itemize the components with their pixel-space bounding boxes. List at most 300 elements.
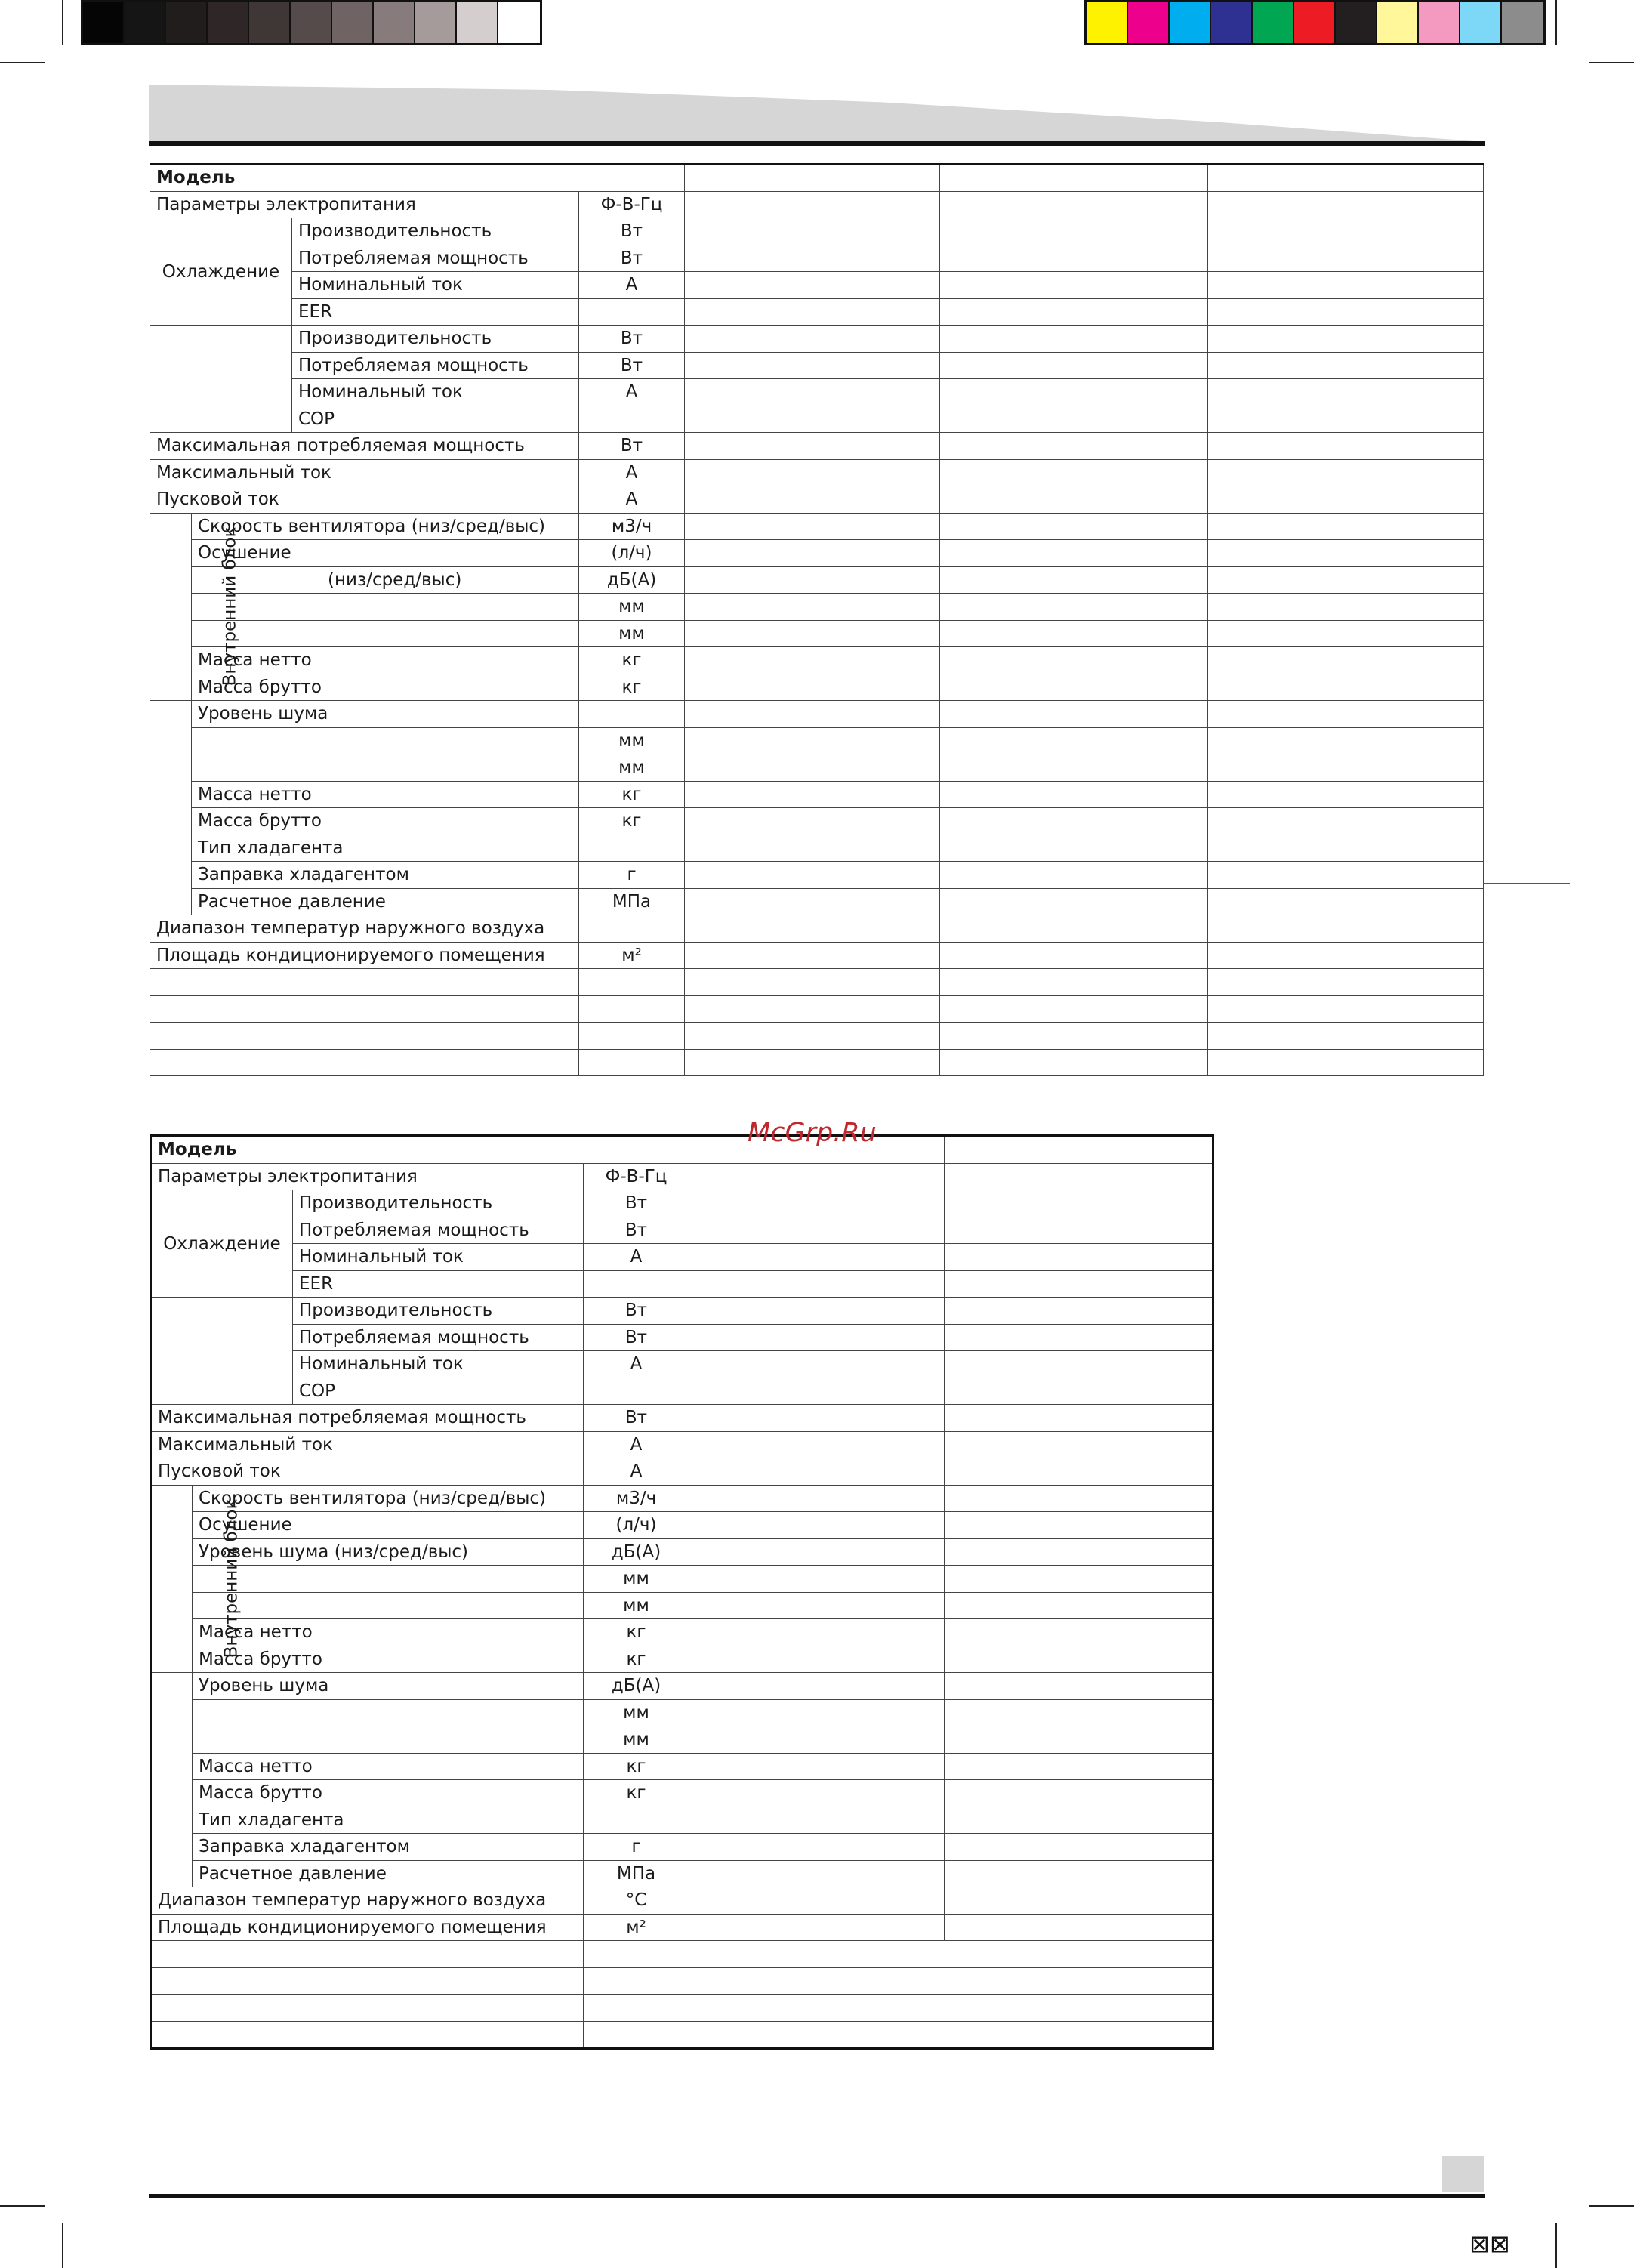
value-cell <box>685 459 940 486</box>
row-label <box>193 1726 584 1754</box>
unit-cell: м3/ч <box>584 1485 689 1512</box>
value-cell <box>689 1592 945 1619</box>
table-row <box>151 1646 1213 1673</box>
table-row <box>150 272 1484 299</box>
empty-cell <box>584 1941 689 1968</box>
row-label: Осушение <box>193 1512 584 1539</box>
color-swatch <box>1128 2 1170 43</box>
unit-cell: А <box>584 1431 689 1458</box>
value-cell <box>689 1619 945 1646</box>
value-cell <box>685 594 940 621</box>
color-swatch <box>1211 2 1253 43</box>
value-cell <box>689 1298 945 1325</box>
unit-cell: мм <box>584 1592 689 1619</box>
value-cell <box>1208 433 1484 460</box>
table-row <box>151 1458 1213 1486</box>
empty-row <box>151 1967 1213 1995</box>
value-cell <box>689 1458 945 1486</box>
unit-cell: кг <box>579 647 685 674</box>
row-label: Масса брутто <box>192 674 579 701</box>
table-row <box>150 433 1484 460</box>
value-cell <box>940 594 1208 621</box>
indoor-unit-label: Внутренний блок <box>220 526 240 687</box>
group-label-outdoor <box>151 1673 193 1887</box>
table-row <box>150 245 1484 272</box>
row-label: Производительность <box>292 326 579 353</box>
value-cell <box>945 1807 1213 1834</box>
table-row <box>150 647 1484 674</box>
value-cell <box>685 379 940 406</box>
value-cell <box>685 433 940 460</box>
value-cell <box>685 727 940 754</box>
group-label-heating <box>151 1298 293 1405</box>
value-cell <box>940 995 1208 1023</box>
row-label: Уровень шума <box>192 701 579 728</box>
row-label: Номинальный ток <box>293 1244 584 1271</box>
table-row <box>150 808 1484 835</box>
table-row <box>150 942 1484 969</box>
value-cell <box>940 701 1208 728</box>
value-cell <box>1208 647 1484 674</box>
table-row <box>150 727 1484 754</box>
table-row <box>151 1726 1213 1754</box>
value-cell <box>685 298 940 326</box>
row-label: Максимальная потребляемая мощность <box>150 433 579 460</box>
row-label: Площадь кондиционируемого помещения <box>151 1914 584 1941</box>
table-row <box>150 352 1484 379</box>
empty-row <box>151 1995 1213 2022</box>
value-cell <box>1208 218 1484 245</box>
value-cell <box>1208 620 1484 647</box>
unit-cell: Вт <box>579 352 685 379</box>
value-cell <box>689 1699 945 1726</box>
table-row <box>151 1699 1213 1726</box>
unit-cell: мм <box>584 1726 689 1754</box>
table-row <box>151 1753 1213 1780</box>
table-row <box>151 1538 1213 1566</box>
empty-row <box>151 2021 1213 2049</box>
table-row <box>150 888 1484 915</box>
table-row <box>151 1136 1213 1164</box>
table-row <box>150 620 1484 647</box>
value-cell <box>685 272 940 299</box>
row-label: Масса брутто <box>193 1646 584 1673</box>
value-cell <box>689 1646 945 1673</box>
unit-cell: А <box>579 272 685 299</box>
value-cell <box>940 620 1208 647</box>
value-cell <box>689 1860 945 1887</box>
unit-cell: (л/ч) <box>579 540 685 567</box>
value-cell <box>945 1298 1213 1325</box>
value-cell <box>1208 326 1484 353</box>
value-cell <box>1208 459 1484 486</box>
row-label <box>192 620 579 647</box>
value-cell <box>940 915 1208 943</box>
value-cell <box>945 1538 1213 1566</box>
unit-cell: °С <box>584 1887 689 1915</box>
value-cell <box>940 326 1208 353</box>
watermark: McGrp.Ru <box>748 1118 877 1148</box>
value-cell <box>1208 995 1484 1023</box>
table-row <box>150 486 1484 514</box>
table-row <box>151 1834 1213 1861</box>
value-cell <box>940 942 1208 969</box>
empty-cell <box>151 1967 584 1995</box>
value-cell <box>689 1431 945 1458</box>
row-label <box>192 594 579 621</box>
value-cell <box>685 540 940 567</box>
unit-cell: МПа <box>584 1860 689 1887</box>
unit-cell <box>584 1378 689 1405</box>
empty-cell <box>689 1967 1213 1995</box>
table-row <box>151 1914 1213 1941</box>
value-cell <box>689 1351 945 1378</box>
value-cell <box>689 1887 945 1915</box>
value-cell <box>1208 674 1484 701</box>
model-label: Модель <box>150 164 685 191</box>
value-cell <box>689 1190 945 1217</box>
empty-row <box>150 995 1484 1023</box>
value-cell <box>1208 245 1484 272</box>
group-label-indoor <box>150 513 240 701</box>
table-row <box>150 835 1484 862</box>
table-row <box>151 1217 1213 1244</box>
row-label: Потребляемая мощность <box>292 245 579 272</box>
value-cell <box>685 513 940 540</box>
table-row <box>150 298 1484 326</box>
row-label: Масса нетто <box>192 781 579 808</box>
value-cell <box>1208 352 1484 379</box>
row-label: Уровень шума (низ/сред/выс) <box>193 1538 584 1566</box>
crop-mark <box>0 2205 45 2207</box>
value-cell <box>940 674 1208 701</box>
empty-cell <box>579 969 685 996</box>
value-cell <box>1208 969 1484 996</box>
unit-cell: кг <box>584 1753 689 1780</box>
value-cell <box>685 352 940 379</box>
empty-row <box>150 969 1484 996</box>
table-row <box>150 540 1484 567</box>
unit-cell: Вт <box>584 1324 689 1351</box>
unit-cell: кг <box>579 781 685 808</box>
value-cell <box>940 486 1208 514</box>
unit-cell <box>584 1807 689 1834</box>
row-label: COP <box>292 406 579 433</box>
value-cell <box>1208 808 1484 835</box>
empty-cell <box>151 1941 584 1968</box>
value-cell <box>689 1324 945 1351</box>
table-row <box>151 1163 1213 1190</box>
value-cell <box>945 1431 1213 1458</box>
value-cell <box>1208 701 1484 728</box>
page-number: ⊠⊠ <box>1469 2229 1510 2258</box>
table-row <box>151 1298 1213 1325</box>
row-label: Заправка хладагентом <box>193 1834 584 1861</box>
unit-cell: кг <box>584 1780 689 1807</box>
grayscale-color-bar <box>81 0 542 45</box>
value-cell <box>689 1673 945 1700</box>
row-label <box>192 754 579 782</box>
header-rule <box>149 141 1485 146</box>
color-swatch <box>457 2 498 43</box>
unit-cell: кг <box>579 808 685 835</box>
value-cell <box>1208 486 1484 514</box>
color-swatch <box>249 2 291 43</box>
row-label: Максимальный ток <box>150 459 579 486</box>
value-cell <box>940 245 1208 272</box>
row-label <box>193 1566 584 1593</box>
row-label: (низ/сред/выс) <box>192 566 579 594</box>
row-label: Потребляемая мощность <box>293 1324 584 1351</box>
color-swatch <box>1377 2 1419 43</box>
value-cell <box>685 191 940 218</box>
value-cell <box>1208 888 1484 915</box>
row-label: Потребляемая мощность <box>292 352 579 379</box>
value-cell <box>940 406 1208 433</box>
value-cell <box>1208 835 1484 862</box>
value-cell <box>940 727 1208 754</box>
color-swatch <box>498 2 540 43</box>
value-cell <box>940 433 1208 460</box>
value-cell <box>1208 272 1484 299</box>
empty-cell <box>584 1967 689 1995</box>
table-row <box>150 566 1484 594</box>
row-label: Параметры электропитания <box>151 1163 584 1190</box>
header-banner <box>149 85 1485 142</box>
unit-cell <box>579 915 685 943</box>
unit-cell <box>579 298 685 326</box>
value-cell <box>945 1485 1213 1512</box>
value-cell <box>940 379 1208 406</box>
value-cell <box>685 326 940 353</box>
table-row <box>151 1405 1213 1432</box>
empty-cell <box>151 2021 584 2049</box>
value-cell <box>945 1270 1213 1298</box>
unit-cell: м² <box>579 942 685 969</box>
value-cell <box>685 888 940 915</box>
value-cell <box>945 1887 1213 1915</box>
table-row <box>151 1807 1213 1834</box>
spec-table-2 <box>150 1134 1214 2050</box>
unit-cell: мм <box>579 594 685 621</box>
unit-cell: м3/ч <box>579 513 685 540</box>
value-cell <box>940 352 1208 379</box>
value-cell <box>940 754 1208 782</box>
value-cell <box>940 969 1208 996</box>
table-row <box>150 406 1484 433</box>
value-cell <box>945 1190 1213 1217</box>
unit-cell: А <box>584 1458 689 1486</box>
row-label: Масса брутто <box>192 808 579 835</box>
unit-cell: Вт <box>579 218 685 245</box>
value-cell <box>945 1834 1213 1861</box>
unit-cell: А <box>584 1351 689 1378</box>
row-label: Максимальная потребляемая мощность <box>151 1405 584 1432</box>
row-label: Диапазон температур наружного воздуха <box>150 915 579 943</box>
value-cell <box>940 781 1208 808</box>
color-swatch <box>332 2 374 43</box>
value-cell <box>1208 298 1484 326</box>
empty-cell <box>689 1941 1213 1968</box>
value-cell <box>940 835 1208 862</box>
spec-table-1 <box>150 163 1484 1076</box>
value-cell <box>685 942 940 969</box>
row-label: Скорость вентилятора (низ/сред/выс) <box>193 1485 584 1512</box>
value-cell <box>685 1049 940 1076</box>
value-cell <box>945 1512 1213 1539</box>
value-cell <box>689 1834 945 1861</box>
value-cell <box>685 486 940 514</box>
value-cell <box>1208 781 1484 808</box>
row-label: Расчетное давление <box>192 888 579 915</box>
row-label: Уровень шума <box>193 1673 584 1700</box>
color-swatch <box>1253 2 1294 43</box>
value-cell <box>685 701 940 728</box>
row-label: Масса нетто <box>192 647 579 674</box>
row-label: Заправка хладагентом <box>192 862 579 889</box>
empty-cell <box>579 1049 685 1076</box>
row-label: Номинальный ток <box>292 379 579 406</box>
value-cell <box>689 1163 945 1190</box>
row-label <box>193 1592 584 1619</box>
value-cell <box>689 1538 945 1566</box>
value-cell <box>940 191 1208 218</box>
color-swatch <box>1336 2 1377 43</box>
row-label: Скорость вентилятора (низ/сред/выс) <box>192 513 579 540</box>
crop-mark <box>1589 62 1634 63</box>
value-cell <box>940 566 1208 594</box>
value-cell <box>1208 594 1484 621</box>
value-cell <box>685 674 940 701</box>
empty-cell <box>584 1995 689 2022</box>
table-row <box>151 1566 1213 1593</box>
unit-cell: Вт <box>584 1405 689 1432</box>
row-label: Пусковой ток <box>150 486 579 514</box>
value-cell <box>940 1023 1208 1050</box>
value-cell <box>945 1753 1213 1780</box>
value-cell <box>945 1646 1213 1673</box>
row-label: EER <box>293 1270 584 1298</box>
value-cell <box>945 1780 1213 1807</box>
row-label: Масса нетто <box>193 1753 584 1780</box>
value-cell <box>945 1244 1213 1271</box>
value-cell <box>945 1566 1213 1593</box>
value-cell <box>1208 566 1484 594</box>
value-cell <box>685 754 940 782</box>
unit-cell: А <box>579 459 685 486</box>
table-row <box>150 915 1484 943</box>
value-cell <box>685 620 940 647</box>
unit-cell: Ф-В-Гц <box>584 1163 689 1190</box>
process-color-bar <box>1084 0 1546 45</box>
group-label-heating <box>150 326 292 433</box>
value-cell <box>685 781 940 808</box>
row-label <box>193 1699 584 1726</box>
row-label: Пусковой ток <box>151 1458 584 1486</box>
table-row <box>150 459 1484 486</box>
group-label-cooling: Охлаждение <box>150 218 292 326</box>
empty-cell <box>150 1049 579 1076</box>
group-label-outdoor <box>150 701 192 915</box>
value-cell <box>689 1780 945 1807</box>
value-cell <box>940 298 1208 326</box>
color-swatch <box>291 2 332 43</box>
unit-cell: мм <box>579 754 685 782</box>
table-row <box>151 1780 1213 1807</box>
value-cell <box>685 164 940 191</box>
value-cell <box>685 862 940 889</box>
color-swatch <box>208 2 249 43</box>
value-cell <box>940 272 1208 299</box>
table-row <box>151 1351 1213 1378</box>
value-cell <box>685 808 940 835</box>
value-cell <box>1208 191 1484 218</box>
value-cell <box>945 1458 1213 1486</box>
unit-cell: Вт <box>584 1217 689 1244</box>
color-swatch <box>1502 2 1543 43</box>
value-cell <box>1208 540 1484 567</box>
page-tab <box>1442 2156 1484 2192</box>
table-row <box>151 1673 1213 1700</box>
crop-mark <box>62 2223 63 2268</box>
value-cell <box>940 888 1208 915</box>
empty-cell <box>689 2021 1213 2049</box>
empty-cell <box>150 995 579 1023</box>
color-swatch <box>1087 2 1128 43</box>
crop-mark <box>1589 2205 1634 2207</box>
value-cell <box>945 1351 1213 1378</box>
unit-cell: Вт <box>584 1190 689 1217</box>
unit-cell: Вт <box>584 1298 689 1325</box>
unit-cell <box>579 406 685 433</box>
value-cell <box>685 245 940 272</box>
color-swatch <box>415 2 457 43</box>
value-cell <box>940 1049 1208 1076</box>
value-cell <box>940 647 1208 674</box>
unit-cell: дБ(А) <box>584 1538 689 1566</box>
value-cell <box>945 1592 1213 1619</box>
value-cell <box>689 1807 945 1834</box>
row-label: COP <box>293 1378 584 1405</box>
value-cell <box>945 1324 1213 1351</box>
row-label: Расчетное давление <box>193 1860 584 1887</box>
value-cell <box>940 218 1208 245</box>
value-cell <box>940 164 1208 191</box>
table-row <box>151 1324 1213 1351</box>
unit-cell: Вт <box>579 245 685 272</box>
value-cell <box>945 1699 1213 1726</box>
value-cell <box>1208 942 1484 969</box>
empty-cell <box>579 995 685 1023</box>
unit-cell: МПа <box>579 888 685 915</box>
value-cell <box>689 1512 945 1539</box>
table-row <box>151 1485 1213 1512</box>
crop-mark <box>62 0 63 45</box>
unit-cell: Ф-В-Гц <box>579 191 685 218</box>
group-label-cooling: Охлаждение <box>151 1190 293 1298</box>
value-cell <box>1208 915 1484 943</box>
table-row <box>151 1887 1213 1915</box>
table-row <box>150 218 1484 245</box>
value-cell <box>1208 862 1484 889</box>
color-swatch <box>83 2 125 43</box>
table-row <box>151 1431 1213 1458</box>
table-row <box>150 164 1484 191</box>
row-label: Производительность <box>293 1298 584 1325</box>
value-cell <box>1208 379 1484 406</box>
table-row <box>150 191 1484 218</box>
color-swatch <box>166 2 208 43</box>
